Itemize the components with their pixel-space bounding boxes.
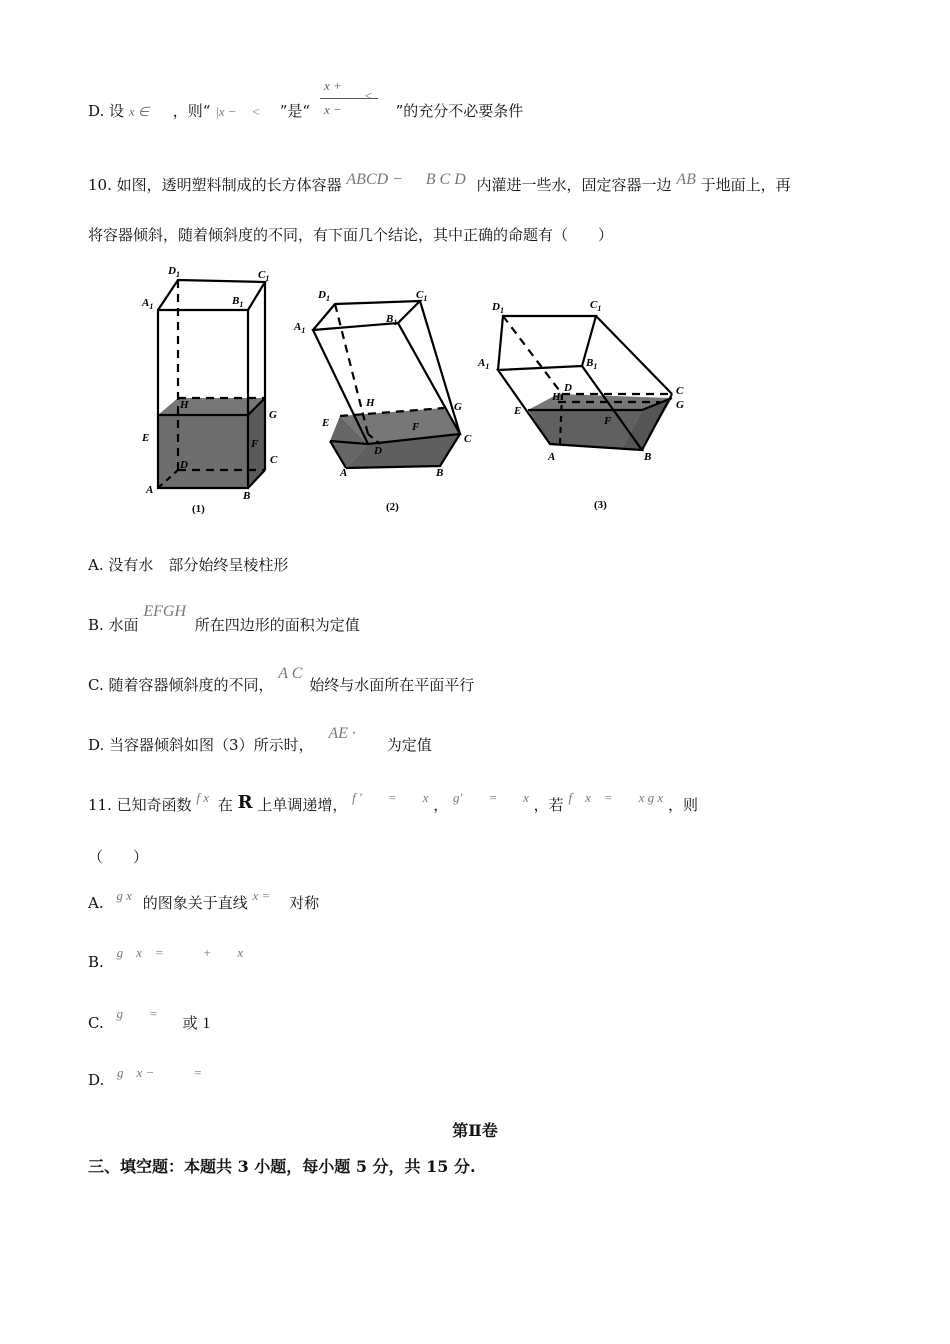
q11a-label: A.	[88, 894, 104, 912]
q11c-math: g =	[116, 1006, 158, 1021]
svg-text:G: G	[454, 401, 462, 413]
figure-1-prism	[158, 280, 265, 488]
q11c-or: 或	[182, 1014, 198, 1032]
q9d-then: ，则“	[172, 102, 211, 120]
svg-text:C: C	[270, 454, 278, 466]
q11d-label: D.	[88, 1071, 105, 1089]
q9d-label: D. 设	[88, 102, 125, 120]
svg-text:C1: $C_1$	[258, 269, 270, 283]
q10-option-c	[88, 665, 475, 695]
svg-text:G: G	[676, 399, 684, 411]
fig3-water-front	[528, 410, 642, 449]
svg-text:H: H	[552, 391, 561, 403]
q9-option-d	[88, 100, 523, 121]
q10c-math: A C	[278, 665, 303, 682]
q10d-math: AE ·	[328, 725, 356, 742]
q11c-one: 1	[202, 1015, 211, 1032]
q11c-label: C.	[88, 1014, 104, 1032]
svg-text:B1: $B_1$	[586, 357, 598, 371]
figure-2-prism	[313, 301, 460, 468]
q9d-lt: <	[251, 104, 261, 119]
q10-box-name-2: B C D	[425, 171, 466, 188]
svg-text:F: F	[412, 421, 420, 433]
svg-text:D: D	[564, 382, 572, 394]
q11-on: 在	[217, 796, 233, 814]
q11b-math: g x = + x	[116, 945, 244, 960]
q10-lead: 10. 如图，透明塑料制成的长方体容器	[88, 176, 342, 194]
q9d-x-in: x ∈	[128, 104, 150, 119]
q10-box-name-1: ABCD −	[346, 171, 403, 188]
svg-text:G: G	[269, 409, 277, 421]
svg-text:B1: $B_1$	[386, 313, 398, 327]
svg-text:C: C	[464, 433, 472, 445]
q10-edge: AB	[676, 171, 696, 188]
svg-text:D: D	[374, 445, 382, 457]
svg-text:C: C	[676, 385, 684, 397]
q10b-math: EFGH	[143, 603, 186, 620]
svg-text:H: H	[180, 399, 189, 411]
q11-if: ，若	[533, 796, 564, 814]
section-heading: 三、填空题：本题共 3 小题，每小题 5 分，共 15 分.	[88, 1157, 476, 1176]
q11-real-set: R	[237, 792, 253, 813]
q10-option-a: A. 没有水 部分始终呈棱柱形	[88, 556, 289, 574]
q10-option-b	[88, 603, 360, 635]
q9d-tail: ”的充分不必要条件	[395, 102, 524, 120]
fig3-caption: (3)	[594, 499, 607, 511]
svg-text:A: A	[548, 451, 556, 463]
q10d-text: 为定值	[386, 736, 432, 754]
q11-gprime: g′ = x	[453, 790, 529, 805]
fig2-caption: (2)	[386, 501, 399, 513]
figure-3-prism	[498, 316, 672, 450]
q10c-label: C. 随着容器倾斜度的不同，	[88, 676, 274, 694]
q11-fx-eq: f x = x g x	[568, 790, 664, 805]
q11-fprime: f ′ = x	[352, 790, 429, 805]
svg-text:H: H	[366, 397, 375, 409]
q11-option-a	[88, 888, 320, 913]
svg-text:A1: $A_1$	[294, 321, 306, 335]
fig1-caption: (1)	[192, 503, 205, 515]
q11-stem-line1	[88, 790, 698, 815]
q9d-is: ”是“	[279, 102, 311, 120]
q11-comma: ，	[433, 796, 449, 814]
q10-option-d	[88, 725, 432, 755]
q11-option-b	[88, 945, 244, 971]
q11-then: ，则	[667, 796, 698, 814]
q11a-mid: 的图象关于直线	[142, 894, 248, 912]
q10-stem-line2: 将容器倾斜，随着倾斜度的不同，有下面几个结论，其中正确的命题有（ ）	[88, 226, 614, 244]
q10-tail: 于地面上，再	[700, 176, 791, 194]
q11-f-expr: f x	[196, 790, 210, 805]
q9d-abs-expr: |x −	[215, 104, 237, 119]
q9d-frac-relation: <	[364, 88, 373, 103]
fig1-water-front	[158, 415, 248, 488]
q11d-math: g x − =	[117, 1065, 203, 1080]
q10d-label: D. 当容器倾斜如图（3）所示时，	[88, 736, 314, 754]
q11-option-c	[88, 1006, 211, 1033]
q11a-math: g x	[116, 888, 132, 903]
q10b-text: 所在四边形的面积为定值	[194, 616, 360, 634]
svg-text:A: A	[340, 467, 348, 479]
svg-text:E: E	[322, 417, 330, 429]
svg-text:A1: $A_1$	[478, 357, 490, 371]
svg-text:B: B	[243, 490, 251, 502]
q11-mono: 上单调递增，	[257, 796, 348, 814]
svg-text:C1: $C_1$	[590, 299, 602, 313]
q10c-text: 始终与水面所在平面平行	[309, 676, 475, 694]
section-title: 第Ⅱ卷	[452, 1121, 498, 1140]
svg-text:A1: $A_1$	[142, 297, 154, 311]
svg-text:D1: $D_1$	[168, 265, 180, 279]
q10-mid: 内灌进一些水，固定容器一边	[476, 176, 672, 194]
svg-text:B1: $B_1$	[232, 295, 244, 309]
q11b-label: B.	[88, 953, 104, 971]
svg-text:C1: $C_1$	[416, 289, 428, 303]
q11-answer-paren: （ ）	[88, 848, 149, 866]
svg-text:F: F	[604, 415, 612, 427]
svg-text:E: E	[142, 432, 150, 444]
svg-text:D: D	[180, 459, 188, 471]
svg-text:D1: $D_1$	[318, 289, 330, 303]
q10-stem-line1	[88, 171, 791, 195]
svg-text:B: B	[436, 467, 444, 479]
q11-lead: 11. 已知奇函数	[88, 796, 192, 814]
svg-text:F: F	[251, 438, 259, 450]
svg-text:D1: $D_1$	[492, 301, 504, 315]
q10-figure	[130, 258, 690, 520]
q11a-post: 对称	[289, 894, 320, 912]
svg-text:A: A	[146, 484, 154, 496]
q11-option-d	[88, 1065, 203, 1089]
q9d-frac-numerator: x +	[324, 78, 342, 93]
q10b-label: B. 水面	[88, 616, 139, 634]
q9d-frac-denominator: x −	[324, 102, 342, 117]
svg-text:B: B	[644, 451, 652, 463]
svg-text:E: E	[514, 405, 522, 417]
q11a-math2: x =	[252, 888, 271, 903]
